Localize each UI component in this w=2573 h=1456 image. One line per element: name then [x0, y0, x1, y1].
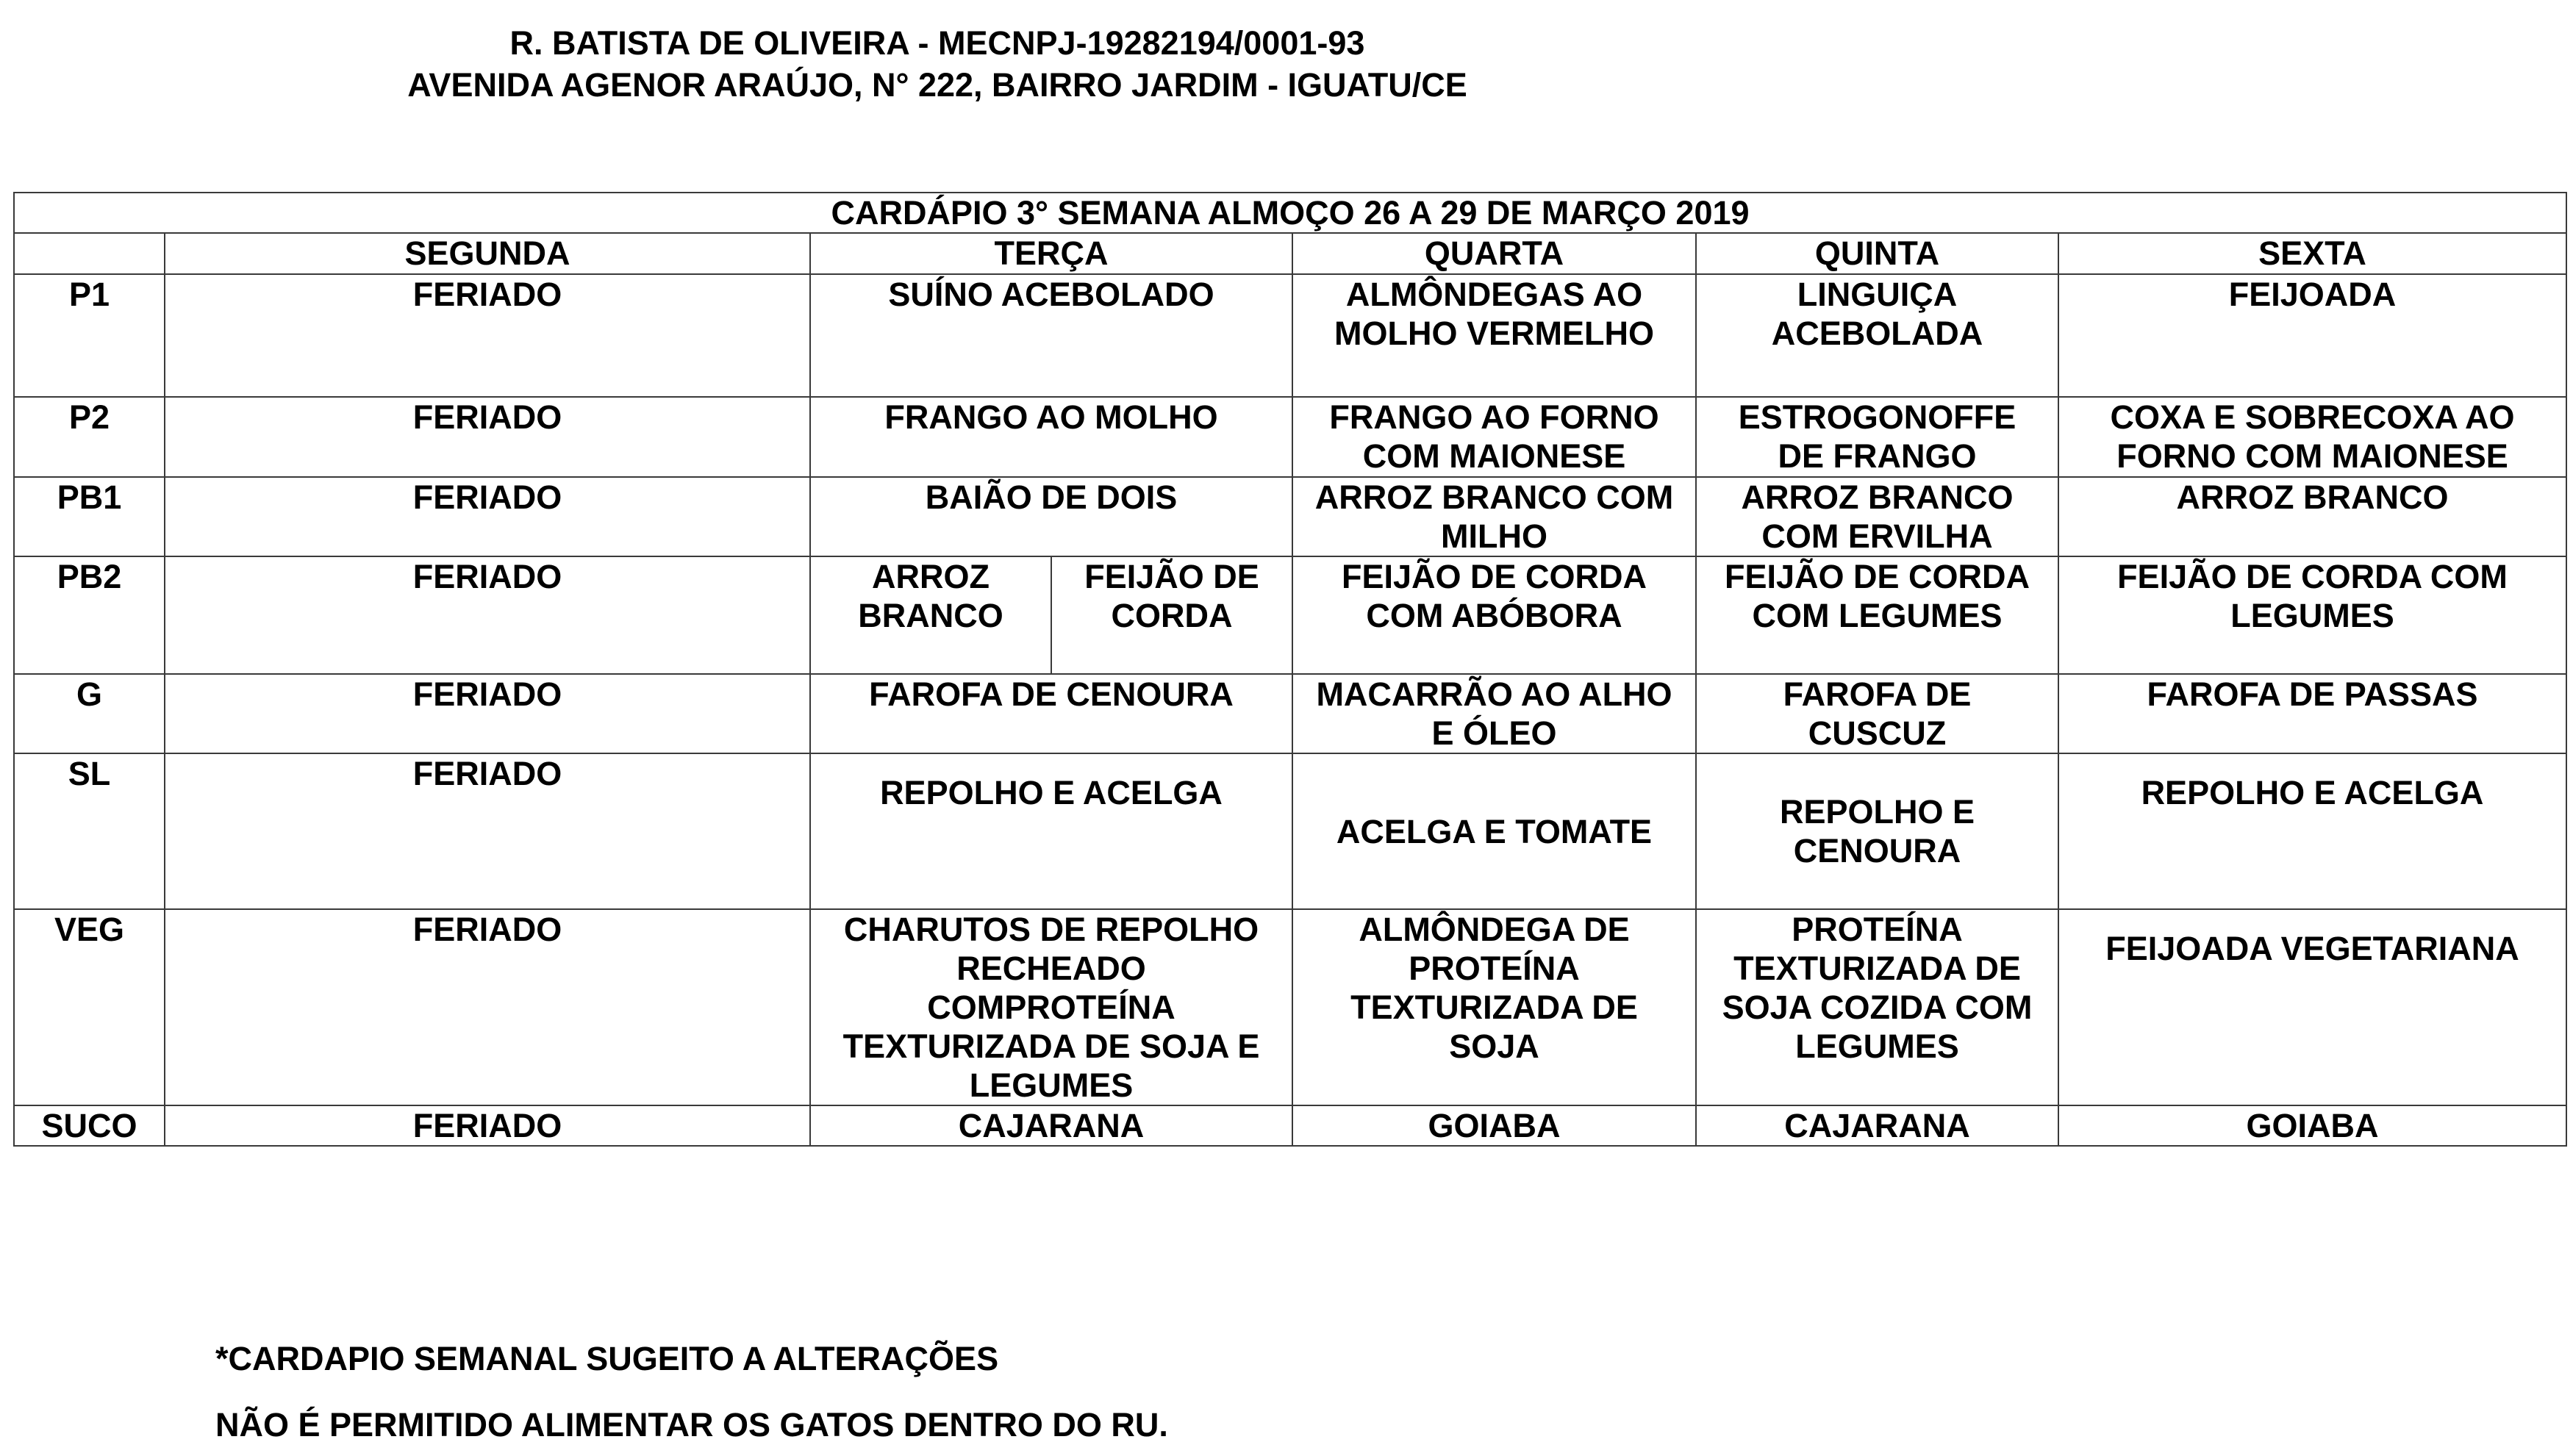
- note-menu-subject-to-change: *CARDAPIO SEMANAL SUGEITO A ALTERAÇÕES: [215, 1340, 999, 1377]
- row-label-suco: SUCO: [14, 1105, 165, 1146]
- day-header-quarta: QUARTA: [1292, 233, 1696, 274]
- table-row: [14, 556, 2566, 674]
- cell-p2-quarta: FRANGO AO FORNO COM MAIONESE: [1292, 397, 1696, 477]
- table-row: [14, 753, 2566, 909]
- cell-g-quinta: FAROFA DE CUSCUZ: [1696, 674, 2058, 753]
- cell-sl-segunda: FERIADO: [165, 753, 810, 909]
- cell-p2-sexta: COXA E SOBRECOXA AO FORNO COM MAIONESE: [2058, 397, 2566, 477]
- cell-p2-quinta: ESTROGONOFFE DE FRANGO: [1696, 397, 2058, 477]
- row-label-g: G: [14, 674, 165, 753]
- cell-pb2-quinta: FEIJÃO DE CORDA COM LEGUMES: [1696, 556, 2058, 674]
- cell-pb1-terca: BAIÃO DE DOIS: [810, 477, 1292, 556]
- cell-p2-terca: FRANGO AO MOLHO: [810, 397, 1292, 477]
- cell-g-sexta: FAROFA DE PASSAS: [2058, 674, 2566, 753]
- cell-pb1-quarta: ARROZ BRANCO COM MILHO: [1292, 477, 1696, 556]
- row-label-p2: P2: [14, 397, 165, 477]
- table-row: [14, 1105, 2566, 1146]
- cell-pb2-sexta: FEIJÃO DE CORDA COM LEGUMES: [2058, 556, 2566, 674]
- cell-veg-quinta: PROTEÍNA TEXTURIZADA DE SOJA COZIDA COM LEGUMES: [1696, 909, 2058, 1105]
- cell-g-terca: FAROFA DE CENOURA: [810, 674, 1292, 753]
- document-header: [0, 22, 1875, 106]
- corner-cell: [14, 233, 165, 274]
- menu-table: [13, 192, 2567, 1147]
- header-address-line: AVENIDA AGENOR ARAÚJO, N° 222, BAIRRO JARDIM - IGUATU/CE: [407, 66, 1467, 104]
- row-label-pb1: PB1: [14, 477, 165, 556]
- cell-sl-terca: REPOLHO E ACELGA: [810, 753, 1292, 909]
- cell-pb1-quinta: ARROZ BRANCO COM ERVILHA: [1696, 477, 2058, 556]
- cell-sl-quarta: ACELGA E TOMATE: [1292, 753, 1696, 909]
- table-row: [14, 397, 2566, 477]
- cell-suco-sexta: GOIABA: [2058, 1105, 2566, 1146]
- cell-suco-quinta: CAJARANA: [1696, 1105, 2058, 1146]
- cell-p1-quinta: LINGUIÇA ACEBOLADA: [1696, 274, 2058, 397]
- day-header-row: [14, 233, 2566, 274]
- cell-p1-segunda: FERIADO: [165, 274, 810, 397]
- cell-pb1-segunda: FERIADO: [165, 477, 810, 556]
- menu-title: CARDÁPIO 3° SEMANA ALMOÇO 26 A 29 DE MARÇO 2019: [14, 193, 2566, 233]
- cell-p1-quarta: ALMÔNDEGAS AO MOLHO VERMELHO: [1292, 274, 1696, 397]
- cell-pb1-sexta: ARROZ BRANCO: [2058, 477, 2566, 556]
- cell-p1-terca: SUÍNO ACEBOLADO: [810, 274, 1292, 397]
- table-row: [14, 477, 2566, 556]
- cell-veg-quarta: ALMÔNDEGA DE PROTEÍNA TEXTURIZADA DE SOJA: [1292, 909, 1696, 1105]
- cell-pb2-quarta: FEIJÃO DE CORDA COM ABÓBORA: [1292, 556, 1696, 674]
- day-header-quinta: QUINTA: [1696, 233, 2058, 274]
- day-header-sexta: SEXTA: [2058, 233, 2566, 274]
- cell-sl-sexta: REPOLHO E ACELGA: [2058, 753, 2566, 909]
- note-no-feeding-cats: NÃO É PERMITIDO ALIMENTAR OS GATOS DENTRO DO RU.: [215, 1406, 1168, 1444]
- cell-pb2-terca-arroz: ARROZ BRANCO: [810, 556, 1051, 674]
- row-label-pb2: PB2: [14, 556, 165, 674]
- cell-pb2-terca-feijao: FEIJÃO DE CORDA: [1051, 556, 1292, 674]
- cell-g-segunda: FERIADO: [165, 674, 810, 753]
- row-label-veg: VEG: [14, 909, 165, 1105]
- header-company-line: R. BATISTA DE OLIVEIRA - MECNPJ-19282194/0001-93: [509, 24, 1365, 62]
- table-row: [14, 274, 2566, 397]
- row-label-sl: SL: [14, 753, 165, 909]
- day-header-terca: TERÇA: [810, 233, 1292, 274]
- cell-suco-segunda: FERIADO: [165, 1105, 810, 1146]
- cell-veg-terca: CHARUTOS DE REPOLHO RECHEADO COMPROTEÍNA TEXTURIZADA DE SOJA E LEGUMES: [810, 909, 1292, 1105]
- table-row: [14, 674, 2566, 753]
- cell-suco-quarta: GOIABA: [1292, 1105, 1696, 1146]
- cell-veg-sexta: FEIJOADA VEGETARIANA: [2058, 909, 2566, 1105]
- cell-g-quarta: MACARRÃO AO ALHO E ÓLEO: [1292, 674, 1696, 753]
- cell-p1-sexta: FEIJOADA: [2058, 274, 2566, 397]
- cell-suco-terca: CAJARANA: [810, 1105, 1292, 1146]
- cell-p2-segunda: FERIADO: [165, 397, 810, 477]
- cell-pb2-segunda: FERIADO: [165, 556, 810, 674]
- table-title-row: [14, 193, 2566, 233]
- row-label-p1: P1: [14, 274, 165, 397]
- day-header-segunda: SEGUNDA: [165, 233, 810, 274]
- cell-sl-quinta: REPOLHO E CENOURA: [1696, 753, 2058, 909]
- cell-veg-segunda: FERIADO: [165, 909, 810, 1105]
- table-row: [14, 909, 2566, 1105]
